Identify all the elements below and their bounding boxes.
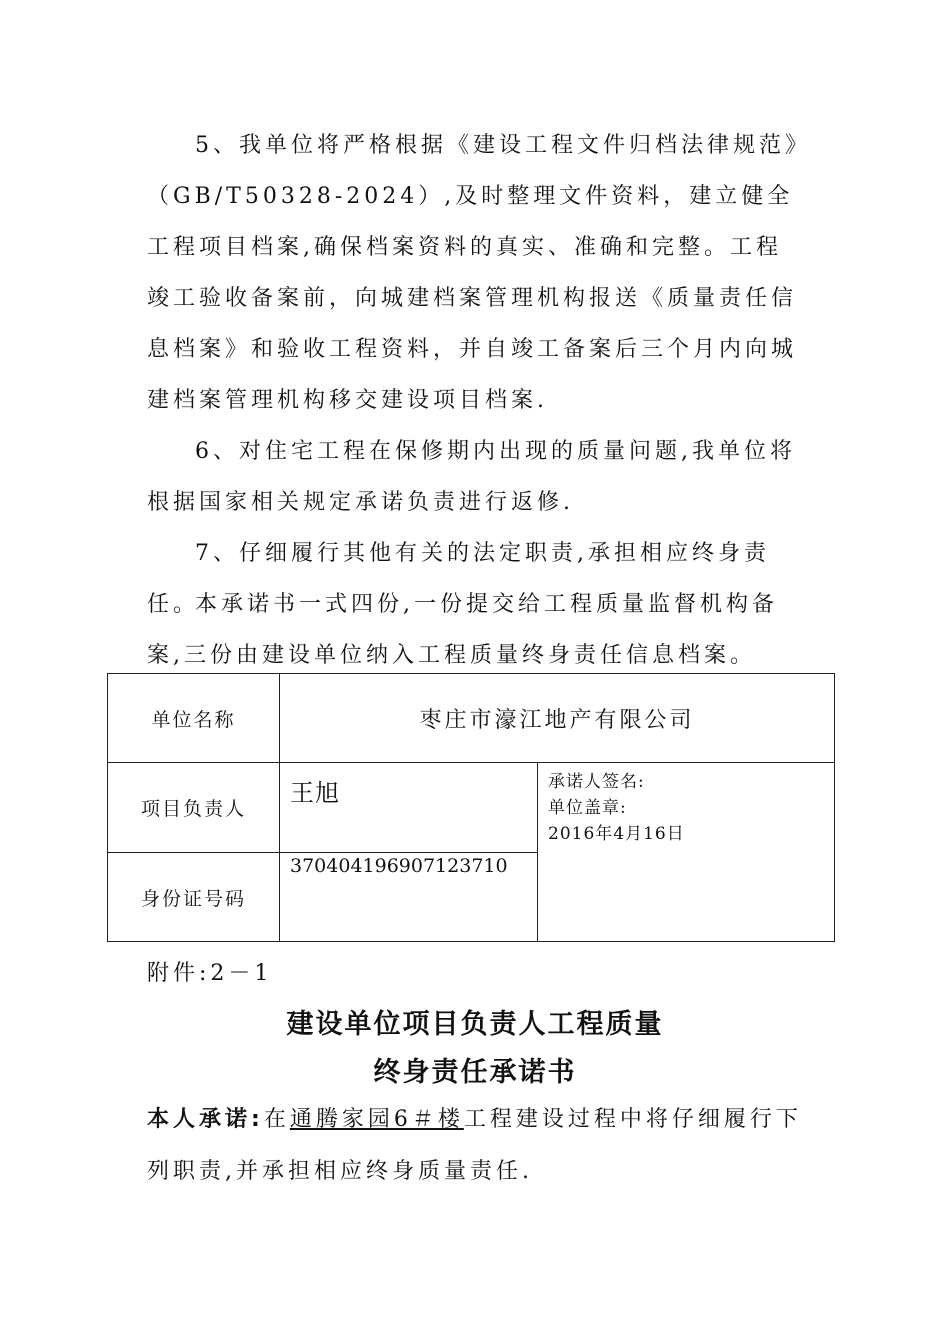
commitment-intro (147, 1102, 802, 1133)
clause-5: 5、我单位将严格根据《建设工程文件归档法律规范》（GB/T50328-2024）,及时整理文件资料，建立健全工程项目档案,确保档案资料的真实、准确和完整。工程竣工验收备案前，向城建档案管理机构报送《质量责任信息档案》和验收工程资料，并自竣工备案后三个月内向城建档案管理机构移交建设项目档案. (147, 133, 800, 413)
id-number-label: 身份证号码 (108, 853, 280, 942)
intro-pre: 在 (263, 1107, 290, 1132)
doc-title-line1: 建设单位项目负责人工程质量 (286, 1009, 664, 1040)
id-number-cell (280, 853, 538, 942)
id-number-value: 370404196907123710 (290, 855, 508, 877)
commitment-info-table (107, 673, 835, 942)
table-row (108, 674, 835, 763)
signature-label: 承诺人签名: (548, 772, 645, 792)
project-manager-cell (280, 763, 538, 853)
sign-date: 2016年4月16日 (548, 824, 685, 844)
doc-title-line2: 终身责任承诺书 (373, 1057, 577, 1088)
commitment-intro-line2: 列职责,并承担相应终身质量责任. (147, 1159, 533, 1184)
project-manager-label: 项目负责人 (108, 763, 280, 853)
clause-7: 7、仔细履行其他有关的法定职责,承担相应终身责任。 (147, 541, 770, 617)
copies-statement: 本承诺书一式四份,一份提交给工程质量监督机构备案,三份由建设单位纳入工程质量终身责任信息档案。 (147, 592, 778, 668)
intro-bold-label: 本人承诺: (147, 1107, 264, 1132)
intro-post: 工程建设过程中将仔细履行下 (463, 1107, 802, 1132)
project-manager-name: 王旭 (290, 779, 340, 807)
signature-cell (538, 763, 835, 942)
project-name: 通腾家园6＃楼 (289, 1107, 464, 1132)
attachment-label: 附件:2－1 (147, 961, 273, 986)
clause-6: 6、对住宅工程在保修期内出现的质量问题,我单位将根据国家相关规定承诺负责进行返修. (147, 439, 796, 515)
seal-label: 单位盖章: (548, 798, 627, 818)
unit-name-value: 枣庄市濠江地产有限公司 (280, 674, 835, 763)
unit-name-label: 单位名称 (108, 674, 280, 763)
table-row (108, 763, 835, 853)
